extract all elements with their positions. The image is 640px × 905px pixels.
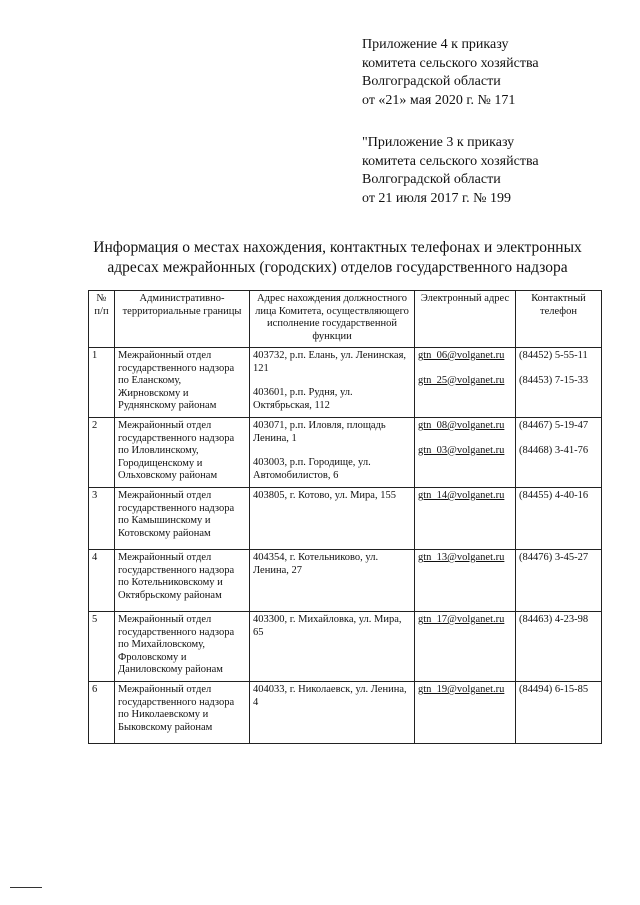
office-name-line: Межрайонный отдел bbox=[118, 684, 212, 695]
office-name bbox=[115, 488, 250, 550]
phone-entry: (84452) 5-55-11 bbox=[519, 350, 588, 361]
office-address bbox=[250, 612, 415, 682]
phone-entry: (84468) 3-41-76 bbox=[519, 444, 589, 456]
email-link[interactable]: gtn_14@volganet.ru bbox=[418, 490, 505, 501]
office-name-line: государственного надзора bbox=[118, 564, 235, 576]
col-header-boundaries: Административно-территориальные границы bbox=[115, 291, 250, 348]
header-line: комитета сельского хозяйства bbox=[362, 153, 539, 169]
document-title bbox=[60, 238, 615, 278]
office-email bbox=[415, 612, 516, 682]
office-email bbox=[415, 488, 516, 550]
phone-entry: (84453) 7-15-33 bbox=[519, 374, 589, 386]
office-name-line: государственного надзора bbox=[118, 696, 235, 708]
office-phone bbox=[516, 418, 602, 488]
row-number: 1 bbox=[89, 348, 115, 418]
email-link[interactable]: gtn_06@volganet.ru bbox=[418, 350, 505, 361]
address-entry: 404033, г. Николаевск, ул. Ленина, 4 bbox=[253, 684, 407, 708]
office-address bbox=[250, 488, 415, 550]
office-email bbox=[415, 682, 516, 744]
table-row bbox=[89, 550, 602, 612]
office-name bbox=[115, 612, 250, 682]
entry-gap bbox=[418, 363, 512, 375]
email-link[interactable]: gtn_19@volganet.ru bbox=[418, 684, 505, 695]
email-link[interactable]: gtn_03@volganet.ru bbox=[418, 444, 505, 456]
office-name-line: Ольховскому районам bbox=[118, 470, 218, 481]
entry-gap bbox=[253, 375, 411, 387]
row-number: 2 bbox=[89, 418, 115, 488]
title-line-1: Информация о местах нахождения, контактных телефонах и электронных bbox=[93, 239, 582, 256]
address-entry: 403300, г. Михайловка, ул. Мира, 65 bbox=[253, 614, 402, 638]
office-name-line: по Камышинскому и bbox=[118, 515, 211, 526]
entry-gap bbox=[253, 445, 411, 457]
address-entry: 403071, р.п. Иловля, площадь Ленина, 1 bbox=[253, 420, 386, 444]
office-address bbox=[250, 418, 415, 488]
office-name-line: государственного надзора bbox=[118, 502, 235, 514]
email-link[interactable]: gtn_25@volganet.ru bbox=[418, 374, 505, 386]
office-phone bbox=[516, 682, 602, 744]
office-name-line: государственного надзора bbox=[118, 362, 235, 374]
phone-entry: (84463) 4-23-98 bbox=[519, 614, 589, 625]
header-line: "Приложение 3 к приказу bbox=[362, 135, 515, 150]
office-phone bbox=[516, 550, 602, 612]
office-name-line: Котовскому районам bbox=[118, 527, 211, 539]
office-name-line: Быковскому районам bbox=[118, 721, 213, 733]
office-name-line: Жирновскому и bbox=[118, 387, 189, 399]
header-line: Волгоградской области bbox=[362, 172, 501, 187]
phone-entry: (84455) 4-40-16 bbox=[519, 490, 589, 501]
table-row bbox=[89, 682, 602, 744]
col-header-number: № п/п bbox=[89, 291, 115, 348]
office-name-line: Межрайонный отдел bbox=[118, 614, 212, 625]
row-number: 3 bbox=[89, 488, 115, 550]
address-entry: 403601, р.п. Рудня, ул. Октябрьская, 112 bbox=[253, 387, 353, 411]
entry-gap bbox=[519, 433, 598, 445]
offices-table bbox=[88, 290, 602, 744]
office-name-line: Межрайонный отдел bbox=[118, 490, 212, 501]
row-number: 6 bbox=[89, 682, 115, 744]
table-row bbox=[89, 348, 602, 418]
address-entry: 403732, р.п. Елань, ул. Ленинская, 121 bbox=[253, 350, 407, 374]
office-email bbox=[415, 550, 516, 612]
phone-entry: (84467) 5-19-47 bbox=[519, 420, 589, 431]
office-name-line: Межрайонный отдел bbox=[118, 350, 212, 361]
title-line-2: адресах межрайонных (городских) отделов государственного надзора bbox=[107, 259, 568, 276]
address-entry: 404354, г. Котельниково, ул. Ленина, 27 bbox=[253, 552, 379, 576]
header-line: Приложение 4 к приказу bbox=[362, 37, 509, 52]
row-number: 4 bbox=[89, 550, 115, 612]
office-name bbox=[115, 348, 250, 418]
office-email bbox=[415, 418, 516, 488]
col-header-email: Электронный адрес bbox=[415, 291, 516, 348]
appendix-header-4 bbox=[362, 36, 539, 110]
office-name-line: Городищенскому и bbox=[118, 457, 203, 469]
header-line: от «21» мая 2020 г. № 171 bbox=[362, 92, 516, 108]
entry-gap bbox=[519, 363, 598, 375]
address-entry: 403805, г. Котово, ул. Мира, 155 bbox=[253, 490, 396, 501]
header-line: от 21 июля 2017 г. № 199 bbox=[362, 190, 511, 206]
office-name bbox=[115, 418, 250, 488]
office-address bbox=[250, 682, 415, 744]
appendix-header-3 bbox=[362, 134, 539, 208]
phone-entry: (84494) 6-15-85 bbox=[519, 684, 589, 695]
office-phone bbox=[516, 348, 602, 418]
office-name-line: по Еланскому, bbox=[118, 375, 182, 386]
office-address bbox=[250, 348, 415, 418]
table-row bbox=[89, 418, 602, 488]
header-line: Волгоградской области bbox=[362, 74, 501, 89]
office-name-line: по Иловлинскому, bbox=[118, 445, 199, 456]
email-link[interactable]: gtn_13@volganet.ru bbox=[418, 552, 505, 563]
office-name-line: государственного надзора bbox=[118, 432, 235, 444]
col-header-address: Адрес нахождения должностного лица Комитета, осуществляющего исполнение государственной функции bbox=[250, 291, 415, 348]
office-name-line: по Николаевскому и bbox=[118, 709, 209, 720]
entry-gap bbox=[418, 433, 512, 445]
office-address bbox=[250, 550, 415, 612]
header-line: комитета сельского хозяйства bbox=[362, 55, 539, 71]
office-name-line: Фроловскому и bbox=[118, 651, 187, 663]
office-name-line: по Михайловскому, bbox=[118, 639, 205, 650]
table-row bbox=[89, 488, 602, 550]
col-header-phone: Контактный телефон bbox=[516, 291, 602, 348]
office-name-line: государственного надзора bbox=[118, 626, 235, 638]
email-link[interactable]: gtn_17@volganet.ru bbox=[418, 614, 505, 625]
office-name-line: Октябрьскому районам bbox=[118, 589, 222, 601]
office-name-line: по Котельниковскому и bbox=[118, 577, 223, 588]
office-name-line: Межрайонный отдел bbox=[118, 420, 212, 431]
office-name-line: Межрайонный отдел bbox=[118, 552, 212, 563]
office-name bbox=[115, 550, 250, 612]
office-name-line: Руднянскому районам bbox=[118, 400, 217, 411]
row-number: 5 bbox=[89, 612, 115, 682]
address-entry: 403003, р.п. Городище, ул. Автомобилистов, 6 bbox=[253, 457, 371, 481]
office-phone bbox=[516, 612, 602, 682]
email-link[interactable]: gtn_08@volganet.ru bbox=[418, 420, 505, 431]
footer-rule bbox=[10, 887, 42, 888]
office-email bbox=[415, 348, 516, 418]
office-phone bbox=[516, 488, 602, 550]
office-name bbox=[115, 682, 250, 744]
table-header-row bbox=[89, 291, 602, 348]
table-row bbox=[89, 612, 602, 682]
phone-entry: (84476) 3-45-27 bbox=[519, 552, 589, 563]
office-name-line: Даниловскому районам bbox=[118, 664, 223, 675]
